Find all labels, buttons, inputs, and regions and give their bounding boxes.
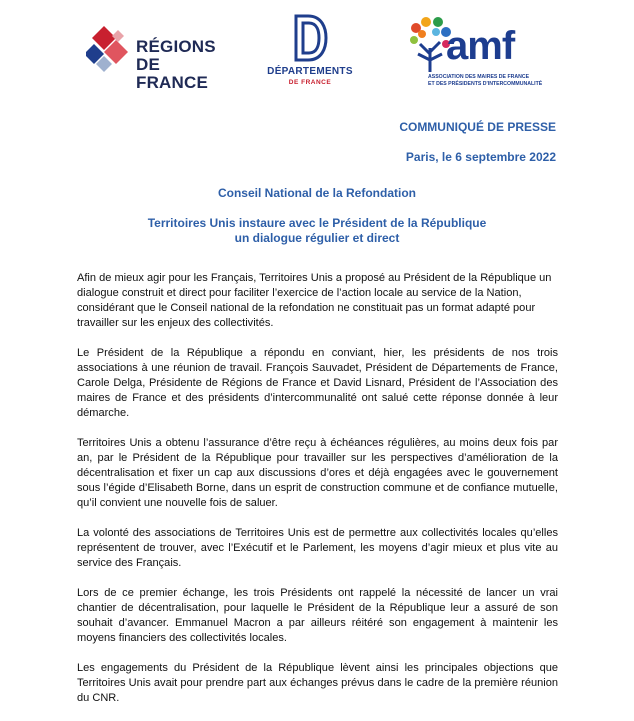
amf-tagline: ASSOCIATION DES MAIRES DE FRANCE ET DES PRÉSIDENTS D'INTERCOMMUNALITÉ	[428, 74, 543, 87]
departements-line2: DE FRANCE	[288, 79, 332, 86]
paragraph-1: Afin de mieux agir pour les Français, Territoires Unis a proposé au Président de la République un dialogue construit et direct pour faciliter l’exercice de l’action locale au service de la Nation, considérant que le Conseil national de la refondation ne constituait pas un format adapté pour travailler sur les enjeux des collectivités.	[77, 272, 552, 329]
amf-logo	[408, 14, 568, 94]
council-title: Conseil National de la Refondation	[217, 186, 417, 200]
paragraph-5: Lors de ce premier échange, les trois Présidents ont rappelé la nécessité de lancer un vrai chantier de décentralisation, pour laquelle le Président de la République leur a assuré de son souhait d’avancer. Emmanuel Macron a par ailleurs réitéré son engagement à maintenir les moyens financiers des collectivités locales.	[77, 587, 558, 644]
paragraph-6: Les engagements du Président de la République lèvent ainsi les principales objections que Territoires Unis avait pour prendre part aux échanges prévus dans le cadre de la première réunion du CNR.	[77, 662, 558, 704]
paragraph-4: La volonté des associations de Territoires Unis est de permettre aux collectivités locales qu’elles représentent de trouver, avec l’Exécutif et le Parlement, les moyens d’agir mieux et plus vite au service des Français.	[77, 527, 558, 569]
release-date: Paris, le 6 septembre 2022	[405, 150, 556, 164]
departements-line1: DÉPARTEMENTS	[267, 66, 353, 77]
departements-de-france-logo	[262, 10, 358, 92]
paragraph-3: Territoires Unis a obtenu l’assurance d’être reçu à échéances régulières, au moins deux fois par an, par le Président de la République pour travailler sur les perspectives d’amélioration de la décentralisation et fixer un cap aux discussions d’ores et déjà engagées avec le gouvernement sous l’égide d’Elisabeth Borne, dans un esprit de construction commune et de confiance mutuelle, qu’il convient une nouvelle fois de saluer.	[77, 437, 558, 509]
press-release-label: COMMUNIQUÉ DE PRESSE	[399, 120, 556, 134]
regions-diamond-icon	[86, 26, 132, 76]
regions-de-france-logo	[86, 24, 226, 92]
logo-bar	[0, 0, 634, 110]
paragraph-2: Le Président de la République a répondu en conviant, hier, les présidents de nos trois associations à une réunion de travail. François Sauvadet, Président de Départements de France, Carole Delga, Présidente de Régions de France et David Lisnard, Président de l’Association des maires de France et des présidents d’intercommunalité ont salué cette réponse donnée à leur démarche.	[77, 347, 558, 419]
press-body	[77, 271, 558, 721]
amf-wordmark: amf	[446, 24, 515, 68]
regions-logo-text	[136, 38, 226, 92]
departements-d-icon	[292, 14, 328, 62]
headline: Territoires Unis instaure avec le Président de la République un dialogue régulier et direct	[147, 216, 487, 245]
regions-line2: DE FRANCE	[136, 55, 209, 92]
regions-line1: RÉGIONS	[136, 37, 216, 56]
